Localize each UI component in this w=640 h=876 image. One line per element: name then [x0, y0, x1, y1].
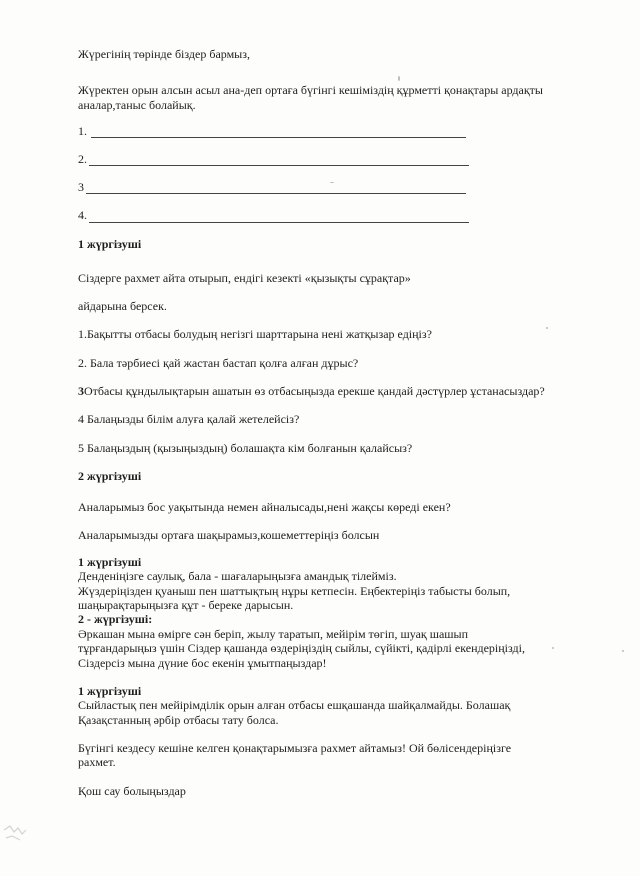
section-text: Әркашан мына өмірге сән беріп, жылу таратып, мейірім төгіп, шуақ шашып [78, 627, 469, 641]
section-text: Аналарымызды ортаға шақырамыз,кошеметтеріңіз болсын [78, 528, 380, 542]
question-item: 2. Бала тәрбиесі қай жастан бастап қолға алған дұрыс? [78, 356, 359, 370]
question-number: 3 [78, 384, 84, 398]
section-heading: 1 жүргізуші [78, 684, 142, 698]
question-item: 5 Балаңыздың (қызыңыздың) болашақта кім болғанын қалайсыз? [78, 441, 413, 455]
scan-speck [398, 76, 400, 81]
scan-speck [546, 327, 548, 329]
section-text: Сіздерге рахмет айта отырып, ендігі кезекті «қызықты сұрақтар» [78, 271, 411, 285]
farewell-text: Қош сау болыңыздар [78, 784, 186, 798]
section-text: Қазақстанның әрбір отбасы тату болса. [78, 713, 279, 727]
section-text: айдарына берсек. [78, 299, 167, 313]
intro-line: Жүректен орын алсын асыл ана-деп ортаға бүгінгі кешіміздің құрметті қонақтары ардақты [78, 83, 543, 97]
section-heading: 1 жүргізуші [78, 555, 142, 569]
blank-number: 4. [78, 208, 87, 222]
question-item [78, 384, 545, 399]
blank-line [91, 137, 466, 138]
question-text: Отбасы құндылықтарын ашатын өз отбасыңызда ерекше қандай дәстүрлер ұстанасыздар? [84, 384, 545, 398]
section-text: тұрғандарыңыз үшін Сіздер қашанда өздеріңіздің сыйлы, сүйікті, қадірлі екендеріңізді, [78, 641, 525, 655]
scan-speck [622, 650, 624, 652]
section-text: шаңырақтарыңызға құт - береке дарысын. [78, 598, 294, 612]
blank-line [89, 165, 469, 166]
section-heading: 2 жүргізуші [78, 469, 142, 483]
question-item: 4 Балаңызды білім алуға қалай жетелейсіз? [78, 412, 300, 426]
section-text: Денденіңізге саулық, бала - шағаларыңызға амандық тілейміз. [78, 569, 397, 583]
blank-number: 1. [78, 124, 87, 138]
section-text: Сіздерсіз мына дүние бос екенін ұмытпаңыздар! [78, 656, 327, 670]
blank-line [86, 193, 466, 194]
blank-line [89, 222, 469, 223]
closing-text: рахмет. [78, 755, 116, 769]
question-item: 1.Бақытты отбасы болудың негізгі шарттарына нені жатқызар едіңіз? [78, 327, 432, 341]
section-text: Сыйластық пен мейірімділік орын алған отбасы ешқашанда шайқалмайды. Болашақ [78, 698, 511, 712]
section-text: Аналарымыз бос уақытында немен айналысады,нені жақсы көреді екен? [78, 500, 451, 514]
scan-speck [552, 647, 554, 649]
scan-speck [330, 182, 334, 183]
intro-line: аналар,таныс болайық. [78, 98, 196, 112]
section-heading: 2 - жүргізуші: [78, 612, 153, 626]
section-heading: 1 жүргізуші [78, 237, 142, 251]
section-text: Жүздеріңізден қуаныш пен шаттықтың нұры кетпесін. Еңбектеріңіз табысты болып, [78, 584, 511, 598]
scan-smudge [0, 808, 40, 848]
intro-line: Жүрегінің төрінде біздер бармыз, [78, 47, 250, 61]
blank-number: 3 [78, 180, 84, 194]
blank-number: 2. [78, 152, 87, 166]
closing-text: Бүгінгі кездесу кешіне келген қонақтарымызға рахмет айтамыз! Ой бөлісендеріңізге [78, 741, 512, 755]
